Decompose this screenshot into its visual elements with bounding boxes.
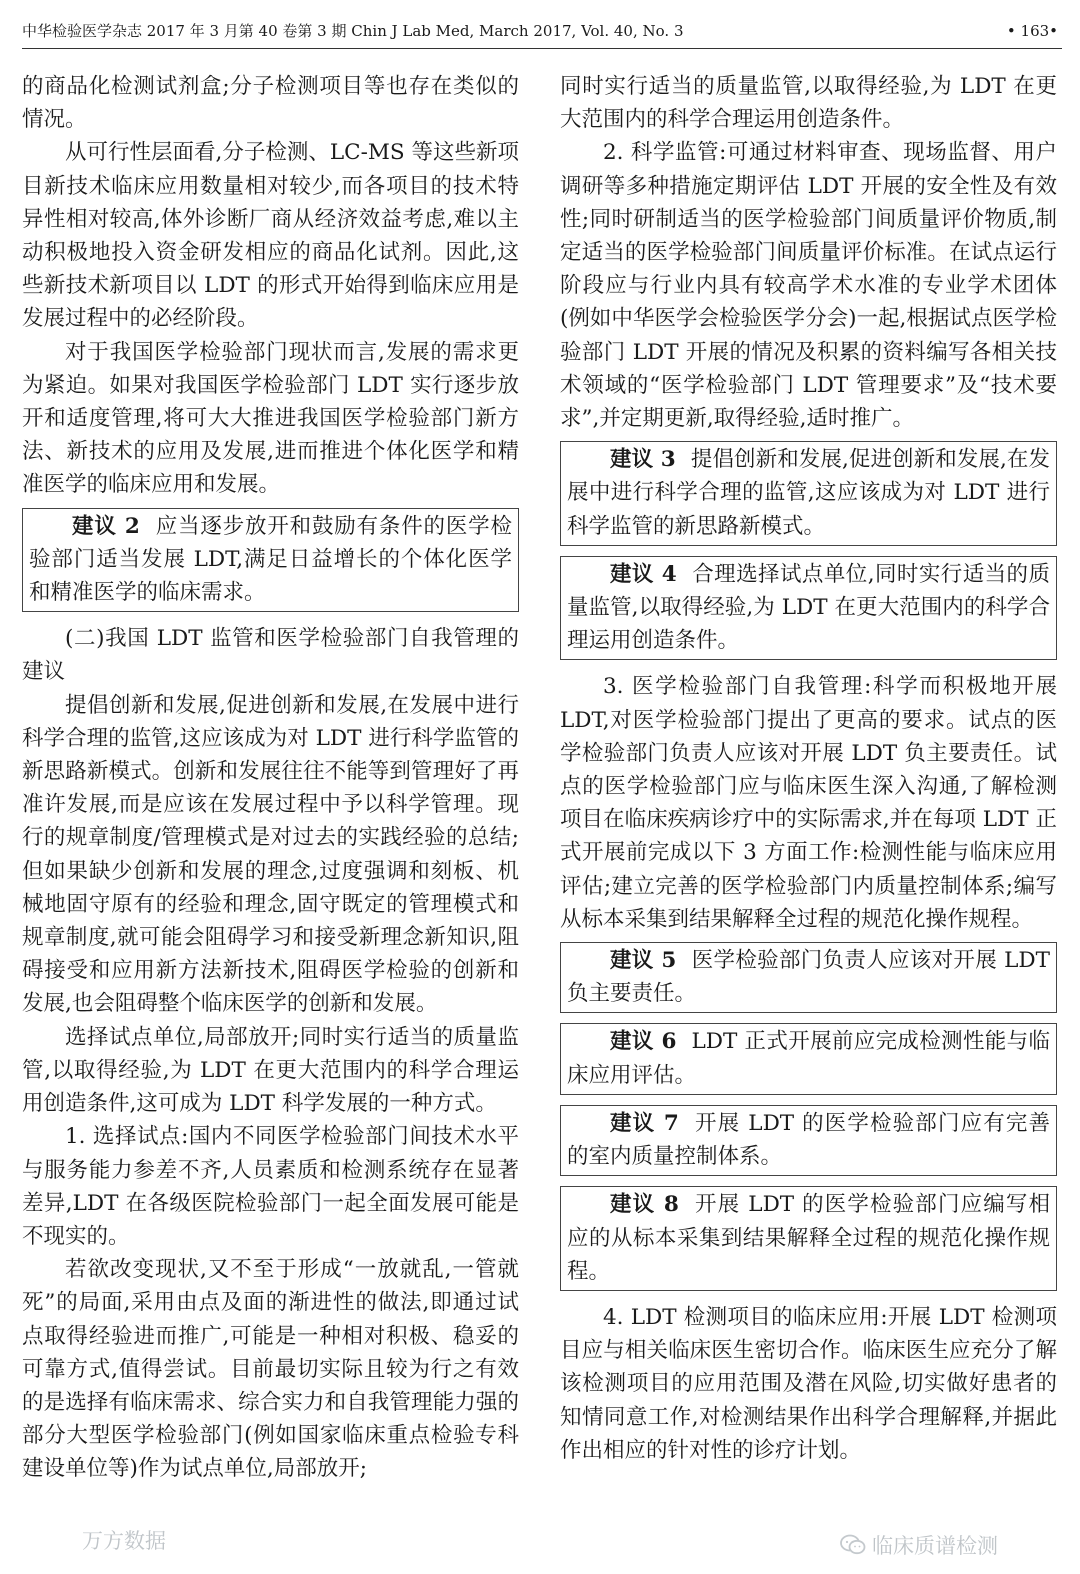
- journal-citation: 中华检验医学杂志 2017 年 3 月第 40 卷第 3 期 Chin J Lab Med, March 2017, Vol. 40, No. 3: [22, 22, 684, 40]
- running-header: [22, 18, 1062, 49]
- recommendation-box-5: [560, 942, 1057, 1013]
- watermark-right: [840, 1530, 998, 1560]
- recommendation-title: 建议 2: [72, 513, 140, 539]
- recommendation-title: 建议 5: [610, 948, 677, 974]
- recommendation-text: 开展 LDT 的医学检验部门应编写相应的从标本采集到结果解释全过程的规范化操作规程。: [567, 1192, 1050, 1284]
- watermark-right-label: 临床质谱检测: [872, 1534, 998, 1558]
- section-heading: (二)我国 LDT 监管和医学检验部门自我管理的建议: [22, 626, 519, 685]
- recommendation-box-7: [560, 1105, 1057, 1176]
- paragraph: 从可行性层面看,分子检测、LC-MS 等这些新项目新技术临床应用数量相对较少,而各项目的技术特异性相对较高,体外诊断厂商从经济效益考虑,难以主动积极地投入资金研发相应的商品化试剂。因此,这些新技术新项目以 LDT 的形式开始得到临床应用是发展过程中的必经阶段。: [22, 140, 519, 332]
- recommendation-title: 建议 7: [610, 1110, 679, 1136]
- recommendation-text: 合理选择试点单位,同时实行适当的质量监管,以取得经验,为 LDT 在更大范围内的科学合理运用创造条件。: [567, 561, 1050, 654]
- recommendation-box-3: [560, 441, 1057, 546]
- right-column: [560, 70, 1057, 1467]
- recommendation-text: 提倡创新和发展,促进创新和发展,在发展中进行科学合理的监管,这应该成为对 LDT 进行科学监管的新思路新模式。: [567, 447, 1051, 539]
- recommendation-text: 应当逐步放开和鼓励有条件的医学检验部门适当发展 LDT,满足日益增长的个体化医学和精准医学的临床需求。: [29, 513, 512, 606]
- recommendation-text: LDT 正式开展前应完成检测性能与临床应用评估。: [567, 1029, 1050, 1088]
- paragraph: 对于我国医学检验部门现状而言,发展的需求更为紧迫。如果对我国医学检验部门 LDT 实行逐步放开和适度管理,将可大大推进我国医学检验部门新方法、新技术的应用及发展,进而推进个体化医学和精准医学的临床应用和发展。: [22, 339, 519, 498]
- recommendation-box-4: [560, 556, 1057, 661]
- recommendation-box-8: [560, 1186, 1057, 1291]
- paragraph: 1. 选择试点:国内不同医学检验部门间技术水平与服务能力参差不齐,人员素质和检测系统存在显著差异,LDT 在各级医院检验部门一起全面发展可能是不现实的。: [22, 1124, 519, 1249]
- recommendation-title: 建议 4: [610, 561, 677, 587]
- paragraph: 提倡创新和发展,促进创新和发展,在发展中进行科学合理的监管,这应该成为对 LDT 进行科学监管的新思路新模式。创新和发展往往不能等到管理好了再准许发展,而是应该在发展过程中予以科学管理。现行的规章制度/管理模式是对过去的实践经验的总结;但如果缺少创新和发展的理念,过度强调和刻板、机械地固守原有的经验和理念,固守既定的管理模式和规章制度,就可能会阻碍学习和接受新理念新知识,阻碍接受和应用新方法新技术,阻碍医学检验的创新和发展,也会阻碍整个临床医学的创新和发展。: [22, 692, 519, 1017]
- paragraph: 选择试点单位,局部放开;同时实行适当的质量监管,以取得经验,为 LDT 在更大范围内的科学合理运用创造条件,这可成为 LDT 科学发展的一种方式。: [22, 1024, 519, 1117]
- recommendation-text: 开展 LDT 的医学检验部门应有完善的室内质量控制体系。: [567, 1110, 1050, 1170]
- paragraph: 若欲改变现状,又不至于形成“一放就乱,一管就死”的局面,采用由点及面的渐进性的做法,即通过试点取得经验进而推广,可能是一种相对积极、稳妥的可靠方式,值得尝试。目前最切实际且较为行之有效的是选择有临床需求、综合实力和自我管理能力强的部分大型医学检验部门(例如国家临床重点检验专科建设单位等)作为试点单位,局部放开;: [22, 1257, 519, 1482]
- wechat-icon: [840, 1534, 866, 1556]
- paragraph: 的商品化检测试剂盒;分子检测项目等也存在类似的情况。: [22, 74, 519, 133]
- watermark-left: 万方数据: [82, 1529, 166, 1553]
- recommendation-title: 建议 3: [610, 447, 676, 473]
- recommendation-text: 医学检验部门负责人应该对开展 LDT 负主要责任。: [567, 948, 1050, 1007]
- recommendation-box-2: [22, 508, 519, 613]
- recommendation-box-6: [560, 1023, 1057, 1094]
- recommendation-title: 建议 8: [610, 1192, 679, 1218]
- paragraph: 2. 科学监管:可通过材料审查、现场监督、用户调研等多种措施定期评估 LDT 开展的安全性及有效性;同时研制适当的医学检验部门间质量评价物质,制定适当的医学检验部门间质量评价标准。在试点运行阶段应与行业内具有较高学术水准的专业学术团体(例如中华医学会检验医学分会)一起,根据试点医学检验部门 LDT 开展的情况及积累的资料编写各相关技术领域的“医学检验部门 LDT 管理要求”及“技术要求”,并定期更新,取得经验,适时推广。: [560, 140, 1057, 432]
- paragraph: 3. 医学检验部门自我管理:科学而积极地开展 LDT,对医学检验部门提出了更高的要求。试点的医学检验部门负责人应该对开展 LDT 负主要责任。试点的医学检验部门应与临床医生深入沟通,了解检测项目在临床疾病诊疗中的实际需求,并在每项 LDT 正式开展前完成以下 3 方面工作:检测性能与临床应用评估;建立完善的医学检验部门内质量控制体系;编写从标本采集到结果解释全过程的规范化操作规程。: [560, 674, 1057, 932]
- paragraph: 同时实行适当的质量监管,以取得经验,为 LDT 在更大范围内的科学合理运用创造条件。: [560, 74, 1057, 133]
- left-column: [22, 70, 519, 1486]
- page-number: • 163•: [1006, 22, 1058, 40]
- paragraph: 4. LDT 检测项目的临床应用:开展 LDT 检测项目应与相关临床医生密切合作。临床医生应充分了解该检测项目的应用范围及潜在风险,切实做好患者的知情同意工作,对检测结果作出科学合理解释,并据此作出相应的针对性的诊疗计划。: [560, 1304, 1057, 1463]
- recommendation-title: 建议 6: [610, 1029, 677, 1055]
